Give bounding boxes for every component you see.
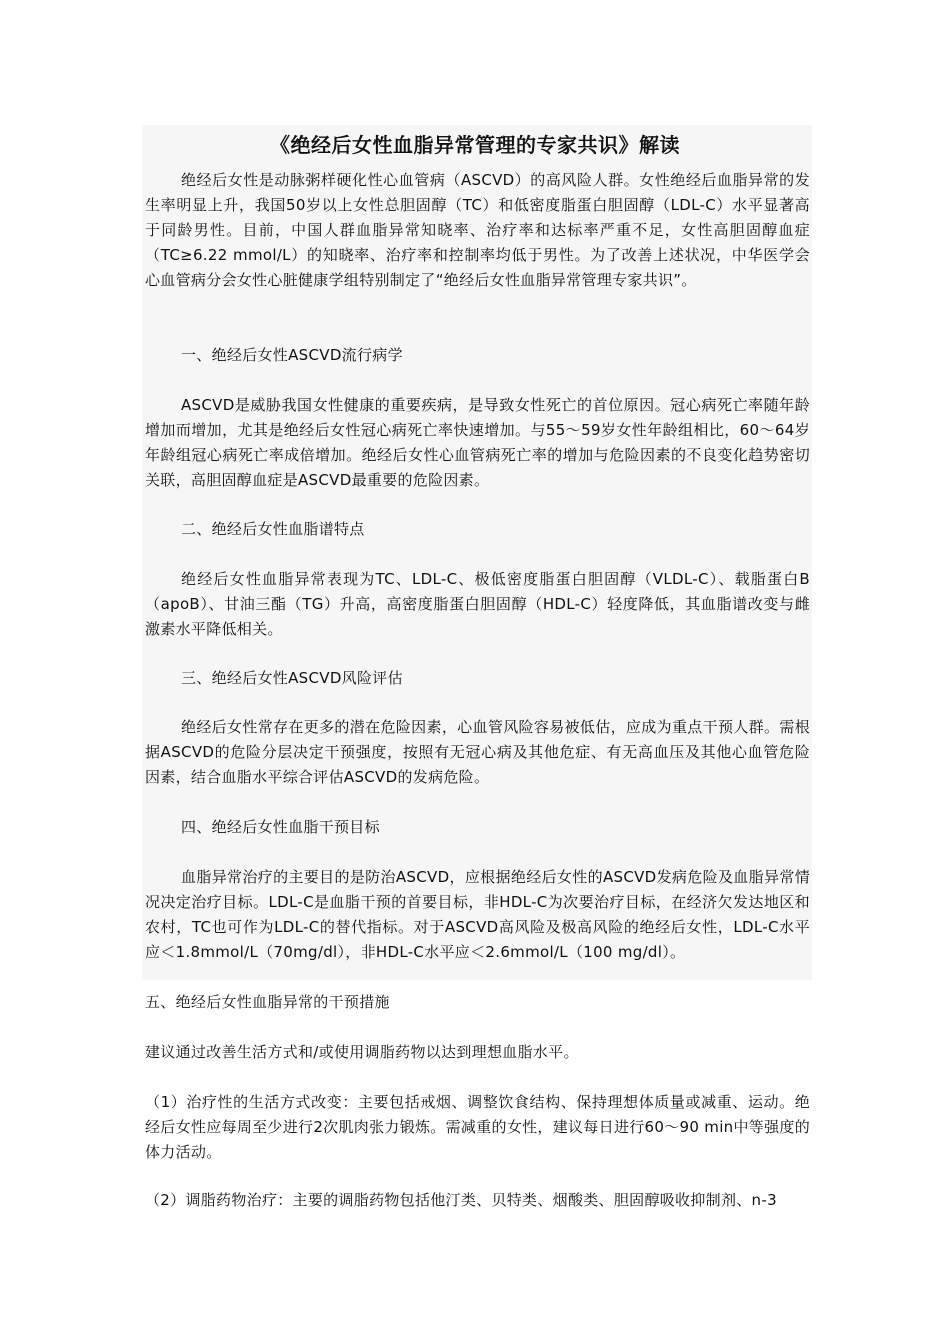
section-heading-3: 三、绝经后女性ASCVD风险评估 [181, 669, 403, 687]
section-body-4 [145, 865, 810, 965]
section-heading-1: 一、绝经后女性ASCVD流行病学 [181, 346, 403, 364]
section-body-1 [145, 393, 810, 493]
section-body-3 [145, 715, 810, 790]
section-heading-5: 五、绝经后女性血脂异常的干预措施 [145, 993, 390, 1011]
section-paragraph-3: 绝经后女性常存在更多的潜在危险因素，心血管风险容易被低估，应成为重点干预人群。需根据ASCVD的危险分层决定干预强度，按照有无冠心病及其他危症、有无高血压及其他心血管危险因素，结合血脂水平综合评估ASCVD的发病危险。 [145, 718, 810, 786]
section-paragraph-4: 血脂异常治疗的主要目的是防治ASCVD，应根据绝经后女性的ASCVD发病危险及血脂异常情况决定治疗目标。LDL-C是血脂干预的首要目标，非HDL-C为次要治疗目标，在经济欠发达地区和农村，TC也可作为LDL-C的替代指标。对于ASCVD高风险及极高风险的绝经后女性，LDL-C水平应＜1.8mmol/L（70mg/dl），非HDL-C水平应＜2.6mmol/L（100 mg/dl）。 [145, 868, 810, 961]
intro-paragraph: 绝经后女性是动脉粥样硬化性心血管病（ASCVD）的高风险人群。女性绝经后血脂异常的发生率明显上升，我国50岁以上女性总胆固醇（TC）和低密度脂蛋白胆固醇（LDL-C）水平显著高于同龄男性。目前，中国人群血脂异常知晓率、治疗率和达标率严重不足，女性高胆固醇血症（TC≥6.22 mmol/L）的知晓率、治疗率和控制率均低于男性。为了改善上述状况，中华医学会心血管病分会女性心脏健康学组特别制定了“绝经后女性血脂异常管理专家共识”。 [145, 171, 810, 289]
page-title: 《绝经后女性血脂异常管理的专家共识》解读 [270, 133, 680, 157]
section-heading-4: 四、绝经后女性血脂干预目标 [181, 818, 380, 836]
section-paragraph-2: 绝经后女性血脂异常表现为TC、LDL-C、极低密度脂蛋白胆固醇（VLDL-C）、载脂蛋白B（apoB）、甘油三酯（TG）升高，高密度脂蛋白胆固醇（HDL-C）轻度降低，其血脂谱改变与雌激素水平降低相关。 [145, 570, 810, 638]
intro-block [145, 168, 810, 293]
section5-paragraph-3: （2）调脂药物治疗：主要的调脂药物包括他汀类、贝特类、烟酸类、胆固醇吸收抑制剂、n-3 [145, 1191, 777, 1209]
section5-paragraph-2: （1）治疗性的生活方式改变：主要包括戒烟、调整饮食结构、保持理想体质量或减重、运动。绝经后女性应每周至少进行2次肌肉张力锻炼。需减重的女性，建议每日进行60～90 min中等强度的体力活动。 [145, 1093, 810, 1161]
section-heading-2: 二、绝经后女性血脂谱特点 [181, 520, 365, 538]
section5-paragraph-1: 建议通过改善生活方式和/或使用调脂药物以达到理想血脂水平。 [145, 1043, 579, 1061]
section-body-2 [145, 567, 810, 642]
section-paragraph-1: ASCVD是威胁我国女性健康的重要疾病，是导致女性死亡的首位原因。冠心病死亡率随年龄增加而增加，尤其是绝经后女性冠心病死亡率快速增加。与55～59岁女性年龄组相比，60～64岁年龄组冠心病死亡率成倍增加。绝经后女性心血管病死亡率的增加与危险因素的不良变化趋势密切关联，高胆固醇血症是ASCVD最重要的危险因素。 [145, 396, 810, 489]
